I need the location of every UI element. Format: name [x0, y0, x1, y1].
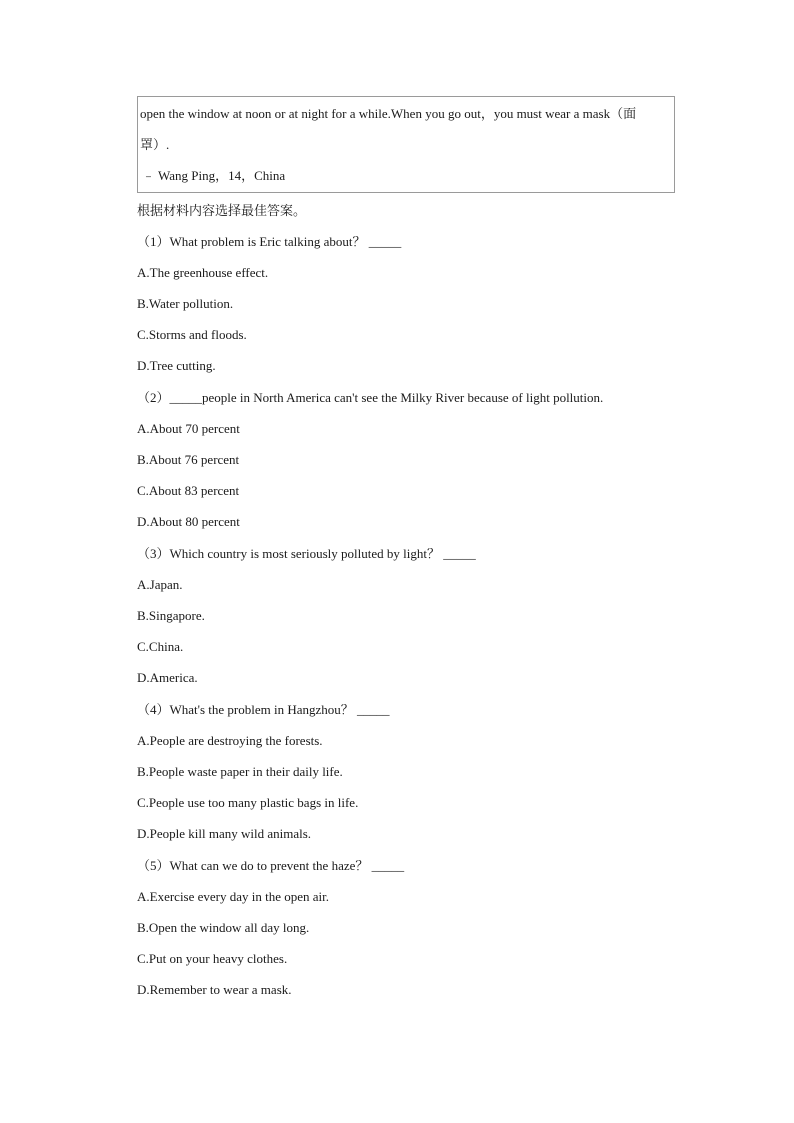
question-4-option-c: C.People use too many plastic bags in life. [137, 795, 359, 810]
question-4-stem: （4）What's the problem in Hangzhou？ _____ [137, 702, 390, 717]
question-1-option-d: D.Tree cutting. [137, 358, 216, 373]
question-1-option-b: B.Water pollution. [137, 296, 234, 311]
question-2-option-c: C.About 83 percent [137, 483, 240, 498]
question-2-option-d: D.About 80 percent [137, 514, 240, 529]
question-5-option-a: A.Exercise every day in the open air. [137, 889, 330, 904]
passage-box [137, 96, 675, 193]
question-3-option-a: A.Japan. [137, 577, 183, 592]
question-1-option-c: C.Storms and floods. [137, 327, 247, 342]
question-5-stem: （5）What can we do to prevent the haze？ _____ [137, 858, 405, 873]
question-4-option-a: A.People are destroying the forests. [137, 733, 323, 748]
question-3-option-c: C.China. [137, 639, 184, 654]
passage-line-1: open the window at noon or at night for a while.When you go out，you must wear a mask（面 [140, 106, 637, 121]
question-2-option-a: A.About 70 percent [137, 421, 240, 436]
question-1-stem: （1）What problem is Eric talking about？ _____ [137, 234, 402, 249]
question-5-option-c: C.Put on your heavy clothes. [137, 951, 288, 966]
question-2-stem: （2）_____people in North America can't see the Milky River because of light pollution. [137, 390, 604, 405]
question-3-option-d: D.America. [137, 670, 198, 685]
question-3-stem: （3）Which country is most seriously polluted by light？ _____ [137, 546, 476, 561]
question-2-option-b: B.About 76 percent [137, 452, 240, 467]
passage-signature: ﹣ Wang Ping，14，China [142, 168, 286, 183]
question-5-option-d: D.Remember to wear a mask. [137, 982, 292, 997]
instruction: 根据材料内容选择最佳答案。 [137, 203, 307, 218]
question-5-option-b: B.Open the window all day long. [137, 920, 310, 935]
question-4-option-b: B.People waste paper in their daily life. [137, 764, 343, 779]
passage-line-2: 罩）. [140, 137, 170, 152]
question-4-option-d: D.People kill many wild animals. [137, 826, 312, 841]
question-3-option-b: B.Singapore. [137, 608, 205, 623]
question-1-option-a: A.The greenhouse effect. [137, 265, 269, 280]
